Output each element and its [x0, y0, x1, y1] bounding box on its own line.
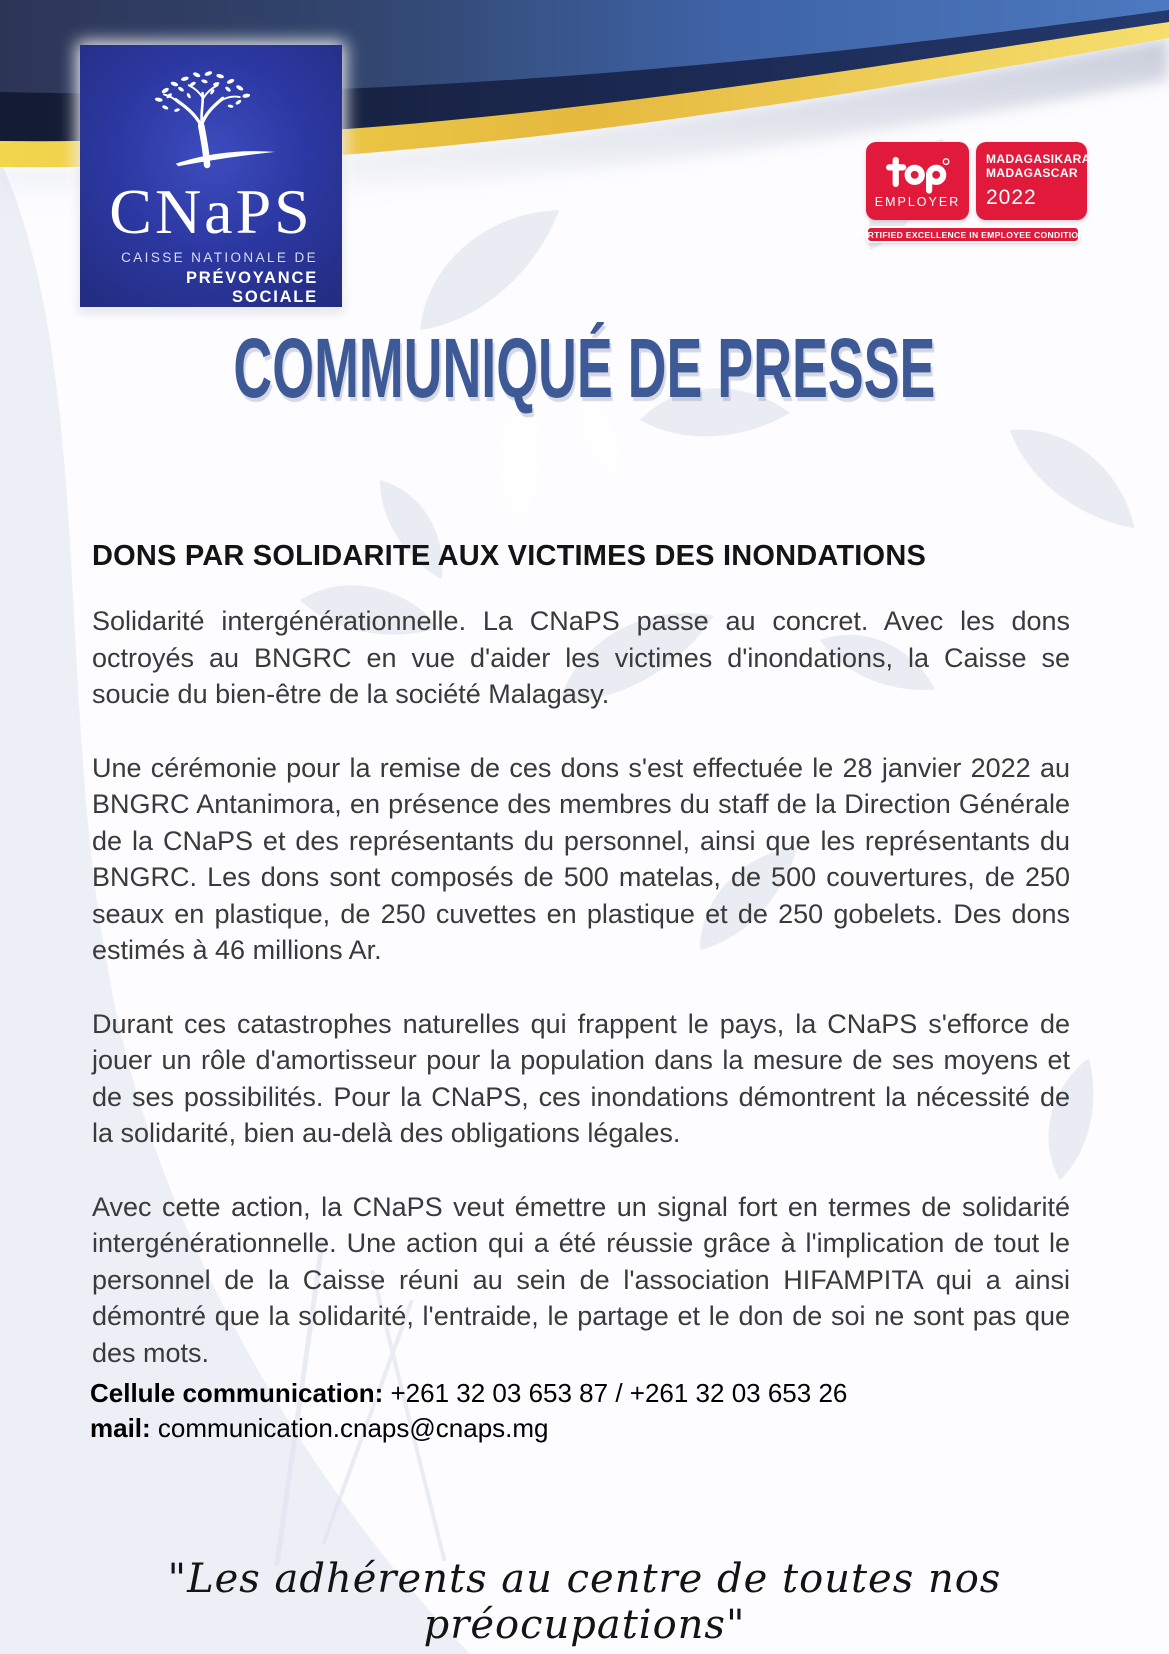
badge-employer-label: EMPLOYER — [874, 194, 961, 209]
article-paragraph-1: Solidarité intergénérationnelle. La CNaPS passe au concret. Avec les dons octroyés au BNGRC en vue d'aider les victimes d'inondations, la Caisse se soucie du bien-être de la société Malagasy. — [92, 606, 1070, 709]
contact-mail-line — [90, 1411, 847, 1446]
badge-certification-strip: CERTIFIED EXCELLENCE IN EMPLOYEE CONDITIONS — [866, 226, 1080, 243]
article-paragraph-4: Avec cette action, la CNaPS veut émettre un signal fort en termes de solidarité intergénérationnelle. Une action qui a été réussie grâce à l'implication de tout le personnel de la Caisse réuni au sein de l'association HIFAMPITA qui a ainsi démontré que la solidarité, l'entraide, le partage et le don de soi ne sont pas que des mots. — [92, 1191, 1070, 1368]
contact-phone-line — [90, 1376, 847, 1411]
press-release-title: COMMUNIQUÉ DE PRESSE — [233, 321, 936, 415]
badge-region-line1: MADAGASIKARA — [986, 152, 1091, 166]
logo-subtitle-line2: PRÉVOYANCE SOCIALE — [185, 269, 318, 306]
contact-phone-numbers: +261 32 03 653 87 / +261 32 03 653 26 — [390, 1378, 848, 1408]
top-employer-logo-icon — [885, 154, 951, 194]
cnaps-logo — [80, 45, 342, 307]
top-employer-badge — [855, 142, 1091, 243]
logo-subtitle-line1: CAISSE NATIONALE DE — [121, 250, 318, 265]
logo-acronym: CNaPS — [109, 176, 313, 247]
contact-mail-address: communication.cnaps@cnaps.mg — [157, 1413, 549, 1443]
article-body — [92, 540, 1070, 1408]
tree-icon — [136, 67, 286, 178]
contact-phone-label: Cellule communication: — [90, 1378, 384, 1408]
article-paragraph-3: Durant ces catastrophes naturelles qui frappent le pays, la CNaPS s'efforce de jouer un rôle d'amortisseur pour la population dans la mesure de ses moyens et de ses possibilités. Pour la CNaPS, ces inondations démontrent la nécessité de la solidarité, bien au-delà des obligations légales. — [92, 1008, 1070, 1148]
badge-region-line2: MADAGASCAR — [986, 166, 1078, 180]
badge-year: 2022 — [986, 186, 1037, 209]
slogan-script-text: "Les adhérents au centre de toutes nos préocupations" — [167, 1556, 1002, 1648]
contact-mail-label: mail: — [90, 1413, 151, 1443]
article-heading: DONS PAR SOLIDARITE AUX VICTIMES DES INONDATIONS — [92, 540, 927, 572]
article-paragraph-2: Une cérémonie pour la remise de ces dons s'est effectuée le 28 janvier 2022 au BNGRC Antanimora, en présence des membres du staff de la Direction Générale de la CNaPS et des représentants du personnel, ainsi que les représentants du BNGRC. Les dons sont composés de 500 matelas, de 500 couvertures, de 250 seaux en plastique, de 250 cuvettes en plastique et de 250 gobelets. Des dons estimés à 46 millions Ar. — [92, 752, 1070, 965]
contact-block — [90, 1376, 847, 1446]
